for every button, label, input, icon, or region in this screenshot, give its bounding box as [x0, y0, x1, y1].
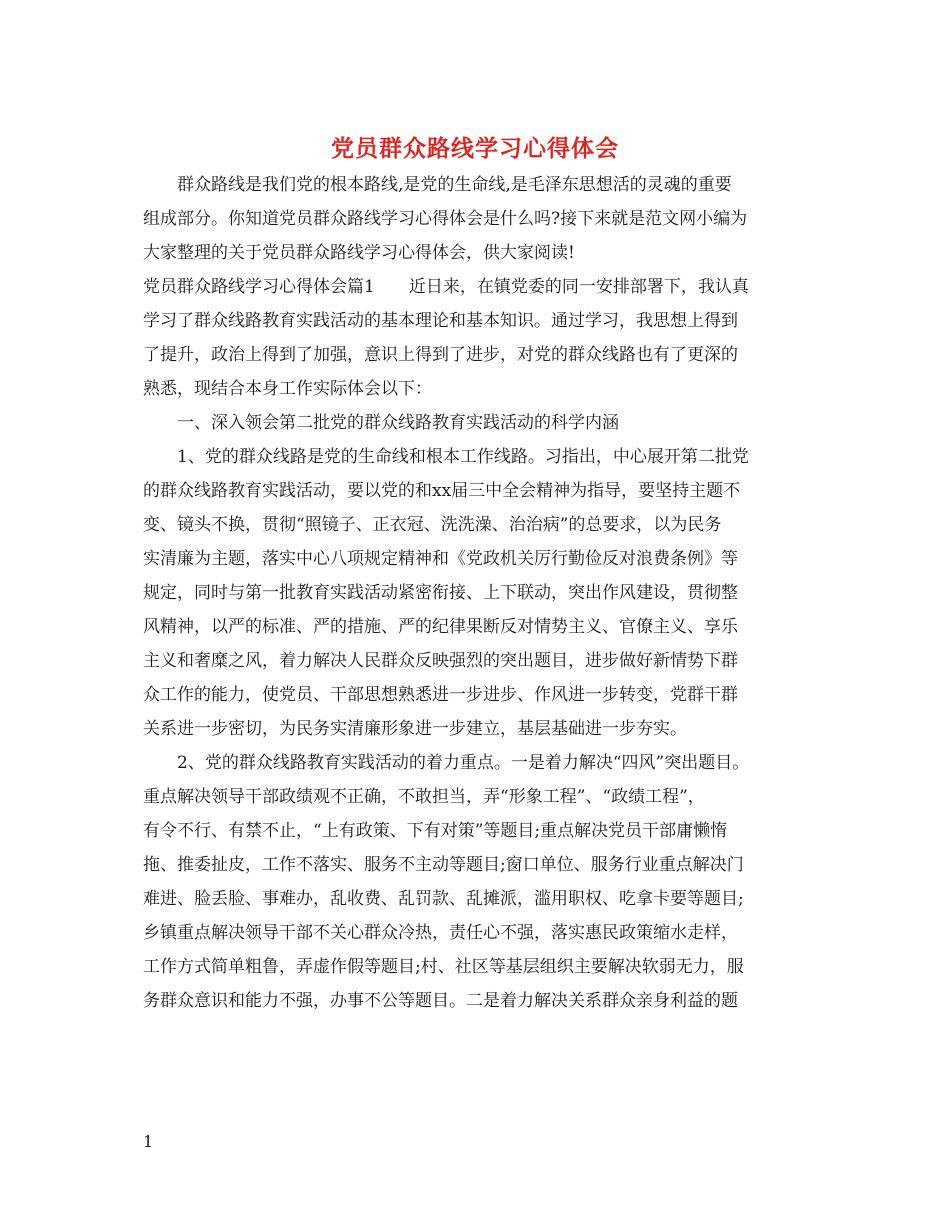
paragraph-line: 的群众线路教育实践活动，要以党的和xx届三中全会精神为指导，要坚持主题不 — [143, 481, 741, 501]
paragraph-line: 主义和奢糜之风，着力解决人民群众反映强烈的突出题目，进步做好新情势下群 — [143, 651, 738, 671]
paragraph-line: 了提升，政治上得到了加强，意识上得到了进步，对党的群众线路也有了更深的 — [143, 345, 738, 365]
paragraph-line: 难进、脸丢脸、事难办，乱收费、乱罚款、乱摊派，滥用职权、吃拿卡要等题目; — [143, 889, 744, 909]
paragraph-line: 党员群众路线学习心得体会篇1 近日来，在镇党委的同一安排部署下，我认真 — [143, 277, 749, 297]
paragraph-line: 拖、推委扯皮，工作不落实、服务不主动等题目;窗口单位、服务行业重点解决门 — [143, 855, 744, 875]
paragraph-line: 工作方式简单粗鲁，弄虚作假等题目;村、社区等基层组织主要解决软弱无力，服 — [143, 957, 744, 977]
paragraph-line: 风精神，以严的标准、严的措施、严的纪律果断反对情势主义、官僚主义、享乐 — [143, 617, 738, 637]
paragraph-line: 关系进一步密切，为民务实清廉形象进一步建立，基层基础进一步夯实。 — [143, 719, 687, 739]
paragraph-line: 2、党的群众线路教育实践活动的着力重点。一是着力解决“四风”突出题目。 — [177, 753, 750, 773]
paragraph-line: 重点解决领导干部政绩观不正确，不敢担当，弄“形象工程”、“政绩工程”， — [143, 787, 705, 807]
paragraph-line: 群众路线是我们党的根本路线,是党的生命线,是毛泽东思想活的灵魂的重要 — [177, 175, 732, 195]
document-title: 党员群众路线学习心得体会 — [331, 135, 619, 162]
section-heading: 一、深入领会第二批党的群众线路教育实践活动的科学内涵 — [177, 413, 619, 433]
paragraph-line: 熟悉，现结合本身工作实际体会以下： — [143, 379, 432, 399]
paragraph-line: 规定，同时与第一批教育实践活动紧密衔接、上下联动，突出作风建设，贯彻整 — [143, 583, 738, 603]
paragraph-line: 1、党的群众线路是党的生命线和根本工作线路。习指出，中心展开第二批党 — [177, 447, 749, 467]
paragraph-line: 实清廉为主题，落实中心八项规定精神和《党政机关厉行勤俭反对浪费条例》等 — [143, 549, 738, 569]
paragraph-line: 学习了群众线路教育实践活动的基本理论和基本知识。通过学习，我思想上得到 — [143, 311, 738, 331]
paragraph-line: 大家整理的关于党员群众路线学习心得体会，供大家阅读! — [143, 243, 575, 263]
page-number: 1 — [143, 1132, 154, 1151]
paragraph-line: 变、镜头不换，贯彻“照镜子、正衣冠、洗洗澡、治治病”的总要求，以为民务 — [143, 515, 722, 535]
paragraph-line: 众工作的能力，使党员、干部思想熟悉进一步进步、作风进一步转变，党群干群 — [143, 685, 738, 705]
paragraph-line: 乡镇重点解决领导干部不关心群众冷热，责任心不强，落实惠民政策缩水走样， — [143, 923, 738, 943]
paragraph-line: 有令不行、有禁不止，“上有政策、下有对策”等题目;重点解决党员干部庸懒惰 — [143, 821, 728, 841]
paragraph-line: 务群众意识和能力不强，办事不公等题目。二是着力解决关系群众亲身利益的题 — [143, 991, 738, 1011]
paragraph-line: 组成部分。你知道党员群众路线学习心得体会是什么吗?接下来就是范文网小编为 — [143, 209, 748, 229]
